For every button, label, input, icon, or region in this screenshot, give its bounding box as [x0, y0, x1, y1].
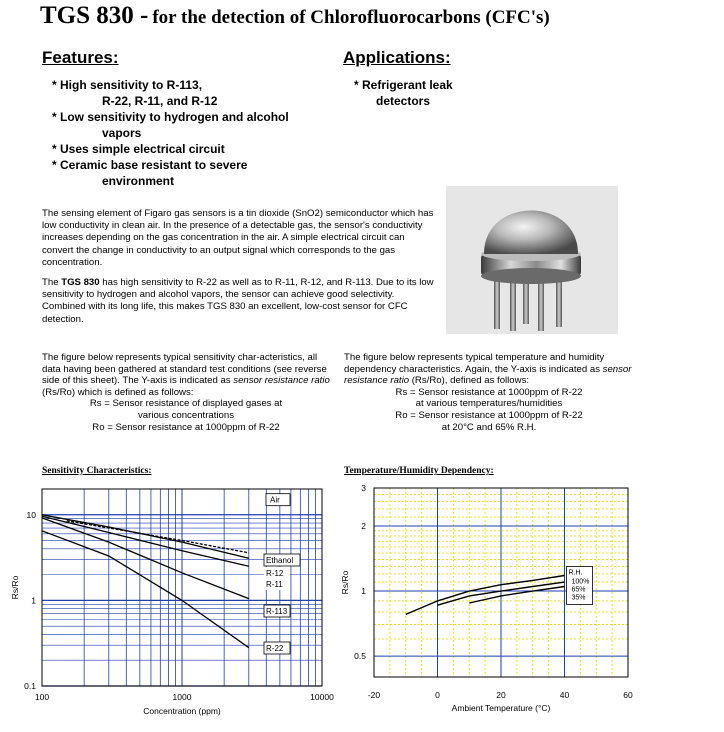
x-axis-label: Ambient Temperature (°C): [451, 703, 551, 713]
right-def-2: at various temperatures/humidities: [415, 398, 563, 410]
series-label: R-22: [266, 644, 284, 653]
application-item-1: * Refrigerant leak: [354, 78, 453, 92]
application-item-1-cont: detectors: [376, 94, 431, 108]
sensitivity-chart: [0, 478, 360, 732]
features-list: [52, 77, 289, 189]
legend-entry: 65%: [571, 586, 586, 594]
right-def-3: Ro = Sensor resistance at 1000ppm of R-22: [395, 409, 583, 421]
y-tick-label: 1: [31, 595, 36, 606]
description-paragraph-1: The sensing element of Figaro gas sensors is a tin dioxide (SnO2) semiconductor which has low conductivity in clean air. In the presence of a detectable gas, the sensor's conductivity increases depending on the gas concentration in the air. A simple electrical circuit can convert the change in conductivity to an output signal which corresponds to the gas concentration.: [42, 208, 434, 268]
series-label: R-11: [266, 580, 283, 589]
y-tick-label: 2: [361, 521, 366, 532]
series-label: Ethanol: [266, 556, 294, 565]
x-tick-label: -20: [367, 690, 381, 700]
temperature-chart: [340, 478, 724, 732]
legend-entry: 100%: [571, 578, 590, 586]
x-tick-label: 100: [34, 692, 50, 702]
y-tick-label: 0.1: [24, 681, 36, 691]
x-tick-label: 40: [559, 690, 570, 700]
features-heading: Features:: [42, 48, 119, 67]
page-title: [40, 2, 550, 30]
feature-item-3: * Uses simple electrical circuit: [52, 142, 225, 156]
temperature-chart-title: Temperature/Humidity Dependency:: [344, 466, 494, 476]
sensor-photo: [446, 186, 618, 334]
feature-item-2: * Low sensitivity to hydrogen and alcohol: [52, 110, 289, 124]
applications-heading: Applications:: [343, 48, 451, 67]
description-paragraph-2: The TGS 830 has high sensitivity to R-22 as well as to R-11, R-12, and R-113. Due to its low sensitivity to hydrogen and alcohol vapors, the sensor can achieve good selectivity. Combined with its long life, this makes TGS 830 an excellent, low-cost sensor for CFC detection.: [42, 277, 434, 325]
right-def-4: at 20°C and 65% R.H.: [441, 421, 537, 433]
right-def-1: Rs = Sensor resistance at 1000ppm of R-22: [395, 386, 583, 398]
title-main: TGS 830 -: [40, 2, 149, 29]
title-subtitle: for the detection of Chlorofluorocarbons (CFC's): [152, 7, 550, 28]
left-figure-description: The figure below represents typical sensitivity char-acteristics, all data having been gathered at standard test conditions (see reverse side of this sheet). The Y-axis is indicated as sensor resistance ratio (Rs/Ro) which is defined as follows: Rs = Sensor resistance of displayed gases at various concentrations Ro = Sensor resistance at 1000ppm of R-22: [42, 352, 330, 433]
sensitivity-chart-title: Sensitivity Characteristics:: [42, 466, 152, 476]
y-tick-label: 10: [26, 509, 36, 520]
legend-title: R.H.: [568, 569, 583, 577]
series-label: R-12: [266, 569, 284, 578]
y-tick-label: 1: [361, 586, 366, 597]
feature-item-1-cont: R-22, R-11, and R-12: [102, 94, 218, 108]
product-name: TGS 830: [61, 277, 100, 288]
feature-item-4: * Ceramic base resistant to severe: [52, 158, 248, 172]
y-axis-label: Rs/Ro: [340, 570, 350, 595]
x-tick-label: 10000: [310, 692, 334, 702]
x-tick-label: 60: [623, 690, 633, 700]
y-axis-label: Rs/Ro: [10, 575, 20, 600]
x-tick-label: 20: [496, 690, 506, 700]
feature-item-1: * High sensitivity to R-113,: [52, 78, 203, 92]
x-tick-label: 0: [435, 690, 440, 700]
y-tick-label: 0.5: [354, 651, 366, 662]
left-def-2: various concentrations: [138, 409, 234, 421]
y-tick-label: 3: [361, 483, 366, 493]
series-label: R-113: [266, 607, 288, 616]
left-def-3: Ro = Sensor resistance at 1000ppm of R-22: [92, 421, 280, 433]
series-label-air: Air: [270, 495, 280, 505]
left-def-1: Rs = Sensor resistance of displayed gases at: [89, 398, 283, 410]
feature-item-4-cont: environment: [102, 174, 175, 188]
legend-entry: 35%: [571, 594, 586, 602]
applications-list: [354, 77, 453, 109]
feature-item-2-cont: vapors: [102, 126, 142, 140]
x-tick-label: 1000: [172, 692, 192, 702]
x-axis-label: Concentration (ppm): [143, 706, 221, 716]
right-figure-description: The figure below represents typical temperature and humidity dependency characteristics. Again, the Y-axis is indicated as sensor resistance ratio (Rs/Ro), defined as follows: Rs = Sensor resistance at 1000ppm of R-22 at various temperatures/humidities Ro = Sensor resistance at 1000ppm of R-22 at 20°C and 65% R.H.: [344, 352, 634, 433]
